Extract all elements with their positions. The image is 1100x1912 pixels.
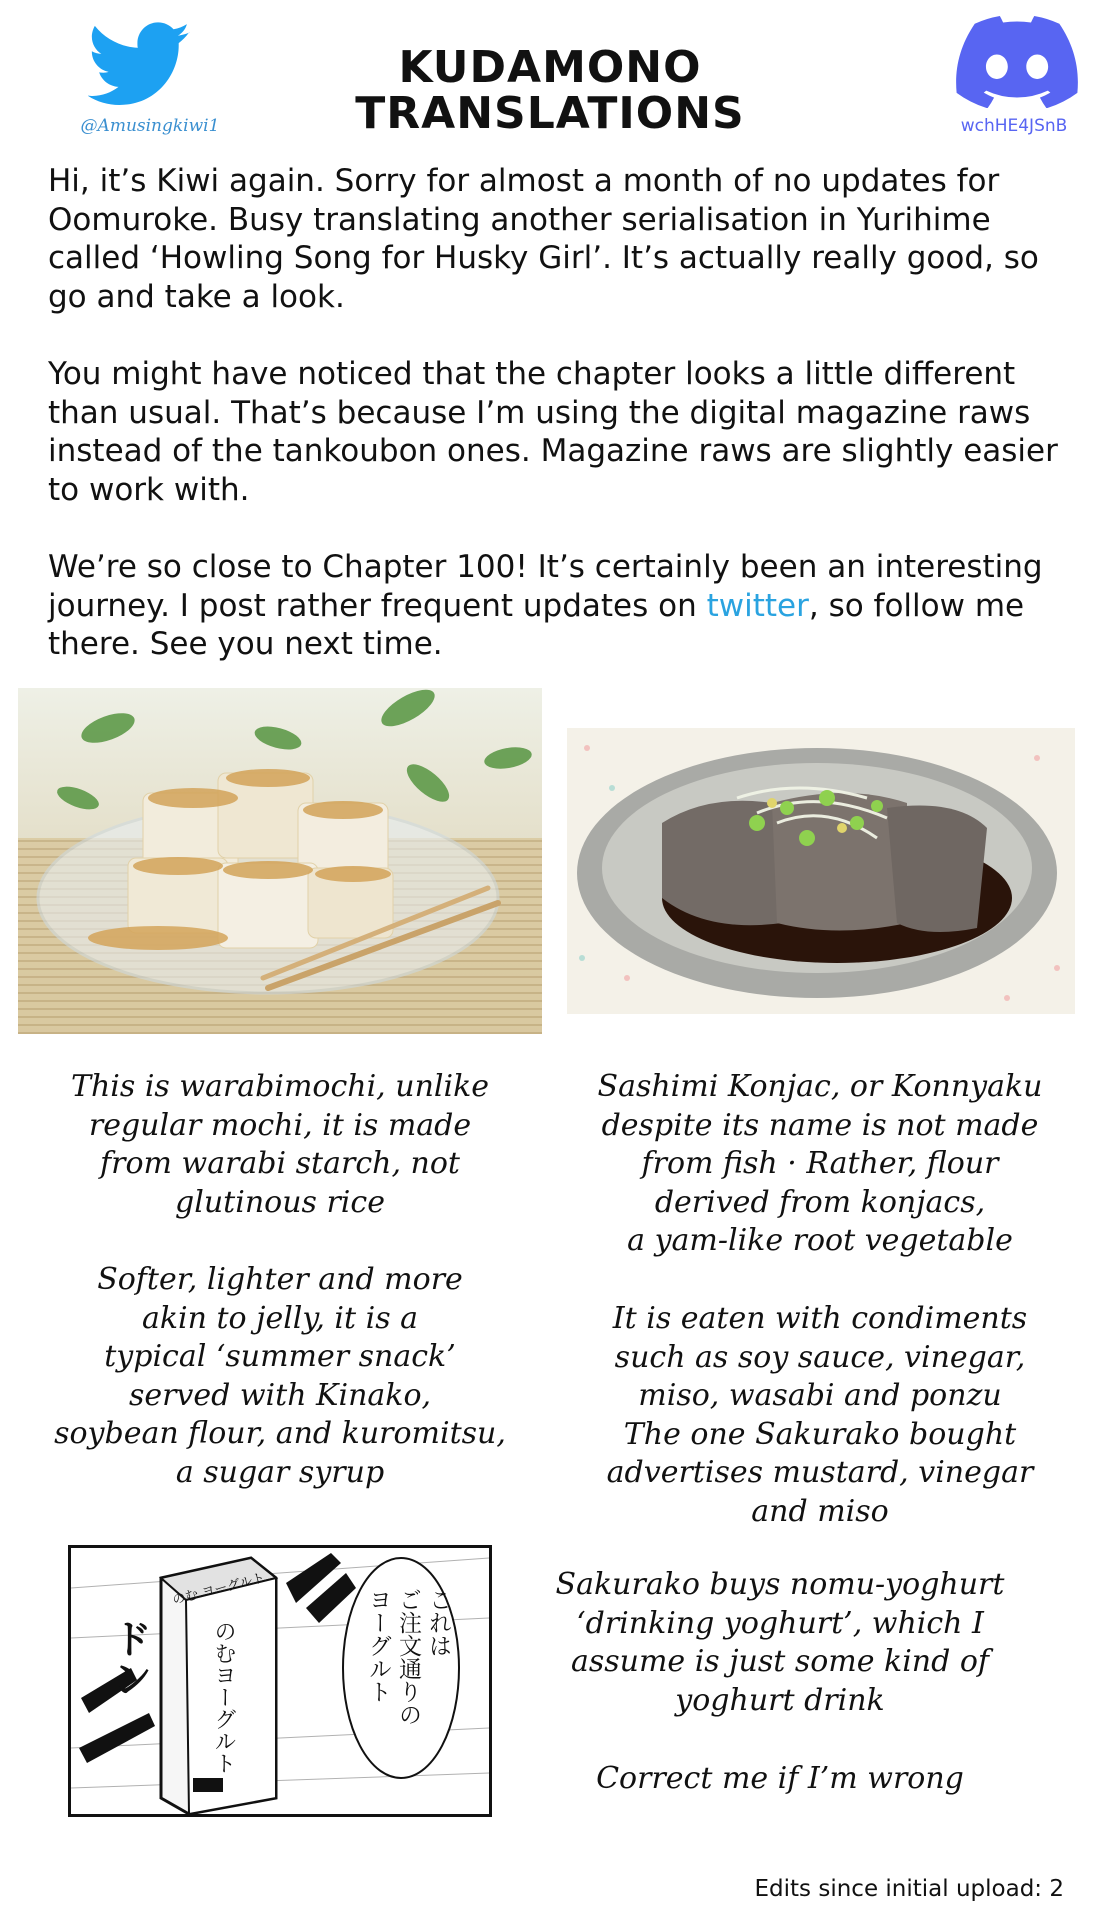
warabimochi-caption-2: Softer, lighter and more akin to jelly, it is a typical ‘summer snack’ served with Kinako, soybean flour, and kuromitsu, a sugar syrup — [54, 1262, 506, 1490]
speech-line-1: これは — [425, 1588, 451, 1657]
warabimochi-photo — [18, 688, 542, 1034]
twitter-link[interactable]: twitter — [706, 587, 809, 624]
sound-effect: ドン — [106, 1618, 152, 1698]
edits-note: Edits since initial upload: 2 — [754, 1876, 1064, 1902]
konjac-caption-2: It is eaten with condiments such as soy sauce, vinegar, miso, wasabi and ponzu The one Sakurako bought advertises mustard, vinegar and miso — [606, 1301, 1034, 1529]
twitter-bird-icon[interactable] — [88, 22, 192, 108]
konjac-caption-1: Sashimi Konjac, or Konnyaku despite its name is not made from fish · Rather, flour derived from konjacs, a yam-like root vegetable — [597, 1069, 1043, 1258]
yoghurt-caption-1: Sakurako buys nomu-yoghurt ‘drinking yoghurt’, which I assume is just some kind of yoghurt drink — [555, 1567, 1005, 1718]
speech-line-3: ヨーグルト — [365, 1588, 391, 1703]
twitter-handle[interactable]: @Amusingkiwi1 — [80, 116, 220, 136]
intro-text-before-link: We’re so close to Chapter 100! It’s certainly been an interesting journey. I post rather frequent updates on — [48, 549, 1043, 624]
warabimochi-caption-1: This is warabimochi, unlike regular mochi, it is made from warabi starch, not glutinous rice — [70, 1069, 490, 1220]
title-line-2: TRANSLATIONS — [355, 88, 745, 139]
discord-invite-code[interactable]: wchHE4JSnB — [960, 116, 1068, 136]
carton-label: のむヨーグルト — [211, 1620, 236, 1774]
intro-paragraph-1: Hi, it’s Kiwi again. Sorry for almost a month of no updates for Oomuroke. Busy translating another serialisation in Yurihime called ‘Howling Song for Husky Girl’. It’s actually really good, so go and take a look. — [48, 163, 1039, 315]
manga-panel — [68, 1545, 492, 1817]
intro-paragraph-2: You might have noticed that the chapter looks a little different than usual. That’s because I’m using the digital magazine raws instead of the tankoubon ones. Magazine raws are slightly easier to work with. — [48, 356, 1058, 508]
discord-icon[interactable] — [956, 16, 1078, 108]
speech-line-2: ご注文通りの — [395, 1588, 421, 1726]
intro-text-after-link: , so follow me there. See you next time. — [48, 587, 1025, 662]
carton-top-label: のむ ヨーグルト — [171, 1570, 267, 1609]
intro-paragraph-3 — [48, 548, 1078, 664]
speech-bubble — [363, 1588, 453, 1778]
yoghurt-caption-2: Correct me if I’m wrong — [596, 1761, 964, 1796]
konjac-photo — [567, 728, 1075, 1014]
page-title — [330, 42, 770, 139]
title-line-1: KUDAMONO — [398, 42, 702, 93]
